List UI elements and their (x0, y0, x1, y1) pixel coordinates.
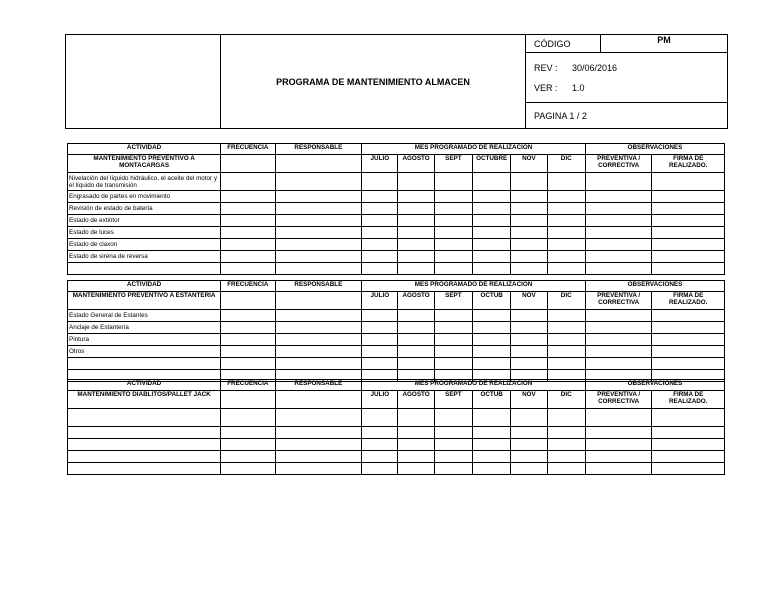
table-cell (652, 263, 725, 275)
month-header: NOV (511, 391, 547, 409)
section-estanteria (67, 280, 725, 382)
table-cell (68, 451, 221, 463)
table-cell (511, 358, 547, 370)
month-header: NOV (511, 292, 547, 310)
table-cell (473, 239, 511, 251)
firma-header: FIRMA DE REALIZADO. (652, 292, 725, 310)
table-cell (221, 215, 275, 227)
table-row (68, 451, 725, 463)
table-cell (221, 346, 275, 358)
table-cell (434, 358, 472, 370)
table-cell (221, 227, 275, 239)
month-header: NOV (511, 155, 547, 173)
activity-label: Estado de luces (68, 227, 221, 239)
firma-header: FIRMA DE REALIZADO. (652, 155, 725, 173)
table-cell (511, 439, 547, 451)
table-cell (652, 215, 725, 227)
table-cell (511, 310, 547, 322)
table-cell (547, 427, 585, 439)
table-cell (585, 310, 651, 322)
table-cell (511, 227, 547, 239)
table-cell (547, 310, 585, 322)
activity-label: Engrasado de partes en movimiento (68, 191, 221, 203)
month-header: AGOSTO (398, 391, 434, 409)
table-cell (362, 251, 398, 263)
table-cell (473, 251, 511, 263)
table-cell (362, 310, 398, 322)
table-cell (585, 239, 651, 251)
activity-label: Estado de extintor (68, 215, 221, 227)
activity-label: Revisión de estado de batería (68, 203, 221, 215)
table-cell (398, 173, 434, 191)
table-cell (547, 239, 585, 251)
responsable-header: RESPONSABLE (275, 281, 362, 292)
table-cell (652, 227, 725, 239)
table-cell (434, 439, 472, 451)
table-cell (585, 191, 651, 203)
table-cell (221, 173, 275, 191)
table-cell (511, 251, 547, 263)
table-cell (434, 409, 472, 427)
table-cell (652, 322, 725, 334)
table-cell (547, 251, 585, 263)
preventiva-header: PREVENTIVA / CORRECTIVA (585, 155, 651, 173)
table-cell (585, 427, 651, 439)
mes-header: MES PROGRAMADO DE REALIZACIÓN (362, 380, 586, 391)
table-cell (398, 263, 434, 275)
table-cell (362, 215, 398, 227)
table-cell (362, 346, 398, 358)
table-cell (221, 409, 275, 427)
month-header: JULIO (362, 155, 398, 173)
table-cell (547, 215, 585, 227)
table-cell (362, 322, 398, 334)
table-row (68, 427, 725, 439)
table-cell (221, 263, 275, 275)
table-row (68, 439, 725, 451)
table-cell (275, 173, 362, 191)
table-cell (221, 358, 275, 370)
activity-label: Nivelación del líquido hidráulico, el aceite del motor y el líquido de transmisión (68, 173, 221, 191)
month-header: AGOSTO (398, 155, 434, 173)
table-cell (434, 263, 472, 275)
table-cell (398, 191, 434, 203)
table-cell (362, 239, 398, 251)
activity-label: Otros (68, 346, 221, 358)
table-cell (362, 409, 398, 427)
table-cell (398, 463, 434, 475)
table-cell (652, 251, 725, 263)
table-cell (473, 463, 511, 475)
section-diablitos (67, 379, 725, 475)
table-cell (511, 215, 547, 227)
table-cell (398, 346, 434, 358)
table-cell (511, 322, 547, 334)
table-cell (547, 173, 585, 191)
table-cell (473, 191, 511, 203)
table-cell (275, 427, 362, 439)
month-header: DIC (547, 155, 585, 173)
table-cell (652, 173, 725, 191)
table-row (68, 215, 725, 227)
activity-label: Estado General de Estantes (68, 310, 221, 322)
month-header: OCTUB (473, 391, 511, 409)
table-cell (362, 203, 398, 215)
table-cell (585, 409, 651, 427)
actividad-header: ACTIVIDAD (68, 380, 221, 391)
frecuencia-header: FRECUENCIA (221, 281, 275, 292)
table-cell (434, 322, 472, 334)
activity-label: Estado de sirena de reversa (68, 251, 221, 263)
table-cell (398, 251, 434, 263)
responsable-header: RESPONSABLE (275, 144, 362, 155)
table-cell (434, 451, 472, 463)
subheader-row (68, 155, 725, 173)
mes-header: MES PROGRAMADO DE REALIZACIÓN (362, 281, 586, 292)
table-cell (434, 463, 472, 475)
table-cell (275, 251, 362, 263)
section-title: MANTENIMIENTO PREVENTIVO A ESTANTERIA (68, 292, 221, 310)
table-cell (585, 451, 651, 463)
table-cell (275, 439, 362, 451)
table-cell (585, 463, 651, 475)
table-cell (434, 239, 472, 251)
table-cell (547, 358, 585, 370)
codigo-value: PM (601, 35, 728, 53)
table-cell (652, 409, 725, 427)
table-cell (473, 334, 511, 346)
table-cell (275, 346, 362, 358)
frecuencia-header: FRECUENCIA (221, 144, 275, 155)
table-cell (511, 191, 547, 203)
activity-label: Estado de claxon (68, 239, 221, 251)
table-cell (585, 334, 651, 346)
table-cell (473, 427, 511, 439)
table-cell (511, 173, 547, 191)
table-cell (547, 439, 585, 451)
table-cell (68, 463, 221, 475)
table-row (68, 263, 725, 275)
table-cell (275, 310, 362, 322)
logo-area (66, 35, 221, 129)
month-header: JULIO (362, 292, 398, 310)
ver-value: 1.0 (572, 82, 585, 93)
table-cell (362, 173, 398, 191)
table-cell (275, 227, 362, 239)
table-cell (473, 346, 511, 358)
table-cell (275, 334, 362, 346)
table-cell (68, 427, 221, 439)
table-row (68, 239, 725, 251)
table-cell (362, 451, 398, 463)
table-cell (398, 451, 434, 463)
table-cell (362, 263, 398, 275)
table-cell (652, 334, 725, 346)
table-cell (275, 263, 362, 275)
rev-value: 30/06/2016 (572, 62, 618, 73)
column-header-row (68, 144, 725, 155)
table-cell (585, 263, 651, 275)
table-cell (652, 239, 725, 251)
table-cell (398, 334, 434, 346)
frecuencia-header: FRECUENCIA (221, 380, 275, 391)
month-header: JULIO (362, 391, 398, 409)
table-cell (398, 239, 434, 251)
document-title: PROGRAMA DE MANTENIMIENTO ALMACEN (221, 35, 526, 129)
ver-label: VER : (534, 82, 558, 93)
table-cell (473, 203, 511, 215)
table-cell (547, 451, 585, 463)
table-cell (585, 227, 651, 239)
table-cell (221, 310, 275, 322)
table-cell (221, 203, 275, 215)
page-indicator: PAGINA 1 / 2 (526, 103, 728, 129)
rev-label: REV : (534, 62, 558, 73)
table-cell (547, 203, 585, 215)
table-cell (221, 427, 275, 439)
table-cell (398, 322, 434, 334)
table-cell (473, 409, 511, 427)
table-cell (275, 409, 362, 427)
document-header (65, 34, 728, 129)
table-cell (398, 203, 434, 215)
table-cell (473, 451, 511, 463)
table-cell (585, 251, 651, 263)
table-cell (221, 191, 275, 203)
table-cell (511, 203, 547, 215)
table-cell (398, 310, 434, 322)
table-cell (434, 427, 472, 439)
table-row (68, 310, 725, 322)
table-cell (275, 322, 362, 334)
table-row (68, 346, 725, 358)
preventiva-header: PREVENTIVA / CORRECTIVA (585, 292, 651, 310)
table-cell (434, 310, 472, 322)
table-cell (652, 310, 725, 322)
table-cell (511, 239, 547, 251)
frecuencia-cell (221, 391, 275, 409)
actividad-header: ACTIVIDAD (68, 281, 221, 292)
table-row (68, 173, 725, 191)
month-header: DIC (547, 292, 585, 310)
table-cell (362, 358, 398, 370)
month-header: AGOSTO (398, 292, 434, 310)
table-cell (362, 227, 398, 239)
table-cell (473, 358, 511, 370)
month-header: OCTUBRE (473, 155, 511, 173)
table-cell (434, 334, 472, 346)
subheader-row (68, 391, 725, 409)
table-cell (511, 409, 547, 427)
table-cell (511, 463, 547, 475)
table-cell (398, 409, 434, 427)
preventiva-header: PREVENTIVA / CORRECTIVA (585, 391, 651, 409)
section-title: MANTENIMIENTO DIABLITOS/PALLET JACK (68, 391, 221, 409)
table-cell (275, 463, 362, 475)
table-cell (68, 439, 221, 451)
table-cell (547, 263, 585, 275)
table-cell (473, 227, 511, 239)
table-row (68, 463, 725, 475)
actividad-header: ACTIVIDAD (68, 144, 221, 155)
section-montacargas (67, 143, 725, 275)
table-cell (221, 239, 275, 251)
table-cell (362, 439, 398, 451)
table-cell (434, 173, 472, 191)
table-cell (434, 227, 472, 239)
table-row (68, 334, 725, 346)
table-cell (652, 358, 725, 370)
table-cell (547, 409, 585, 427)
table-cell (547, 322, 585, 334)
responsable-header: RESPONSABLE (275, 380, 362, 391)
table-cell (221, 439, 275, 451)
table-cell (547, 227, 585, 239)
table-cell (68, 263, 221, 275)
month-header: OCTUB (473, 292, 511, 310)
table-cell (221, 322, 275, 334)
table-cell (652, 463, 725, 475)
table-cell (398, 227, 434, 239)
table-cell (275, 215, 362, 227)
table-cell (275, 358, 362, 370)
responsable-cell (275, 391, 362, 409)
month-header: SEPT (434, 391, 472, 409)
observaciones-header: OBSERVACIONES (585, 380, 724, 391)
table-cell (434, 251, 472, 263)
frecuencia-cell (221, 292, 275, 310)
table-cell (585, 358, 651, 370)
table-cell (398, 215, 434, 227)
table-cell (275, 239, 362, 251)
table-row (68, 251, 725, 263)
table-cell (652, 451, 725, 463)
responsable-cell (275, 155, 362, 173)
activity-label: Pintura (68, 334, 221, 346)
table-cell (362, 427, 398, 439)
mes-header: MES PROGRAMADO DE REALIZACIÓN (362, 144, 586, 155)
table-cell (434, 203, 472, 215)
table-cell (434, 191, 472, 203)
table-cell (585, 439, 651, 451)
frecuencia-cell (221, 155, 275, 173)
table-cell (585, 203, 651, 215)
table-cell (473, 263, 511, 275)
table-cell (434, 346, 472, 358)
table-cell (221, 463, 275, 475)
table-cell (275, 191, 362, 203)
month-header: SEPT (434, 292, 472, 310)
codigo-label: CÓDIGO (526, 35, 601, 53)
revision-block (526, 53, 728, 103)
table-cell (434, 215, 472, 227)
table-cell (362, 191, 398, 203)
table-cell (511, 334, 547, 346)
table-cell (398, 427, 434, 439)
table-cell (68, 358, 221, 370)
table-row (68, 322, 725, 334)
table-cell (398, 439, 434, 451)
table-cell (362, 463, 398, 475)
table-cell (585, 173, 651, 191)
table-cell (473, 322, 511, 334)
observaciones-header: OBSERVACIONES (585, 144, 724, 155)
activity-label: Anclaje de Estantería (68, 322, 221, 334)
table-row (68, 409, 725, 427)
table-cell (652, 439, 725, 451)
table-row (68, 358, 725, 370)
table-cell (511, 451, 547, 463)
table-cell (275, 203, 362, 215)
table-cell (221, 334, 275, 346)
table-cell (652, 203, 725, 215)
month-header: DIC (547, 391, 585, 409)
table-cell (652, 191, 725, 203)
table-cell (362, 334, 398, 346)
table-row (68, 227, 725, 239)
table-cell (473, 439, 511, 451)
responsable-cell (275, 292, 362, 310)
firma-header: FIRMA DE REALIZADO. (652, 391, 725, 409)
table-row (68, 191, 725, 203)
table-cell (68, 409, 221, 427)
table-cell (511, 346, 547, 358)
table-cell (511, 263, 547, 275)
table-row (68, 203, 725, 215)
table-cell (652, 427, 725, 439)
table-cell (473, 173, 511, 191)
table-cell (652, 346, 725, 358)
table-cell (547, 346, 585, 358)
subheader-row (68, 292, 725, 310)
table-cell (473, 310, 511, 322)
section-title: MANTENIMIENTO PREVENTIVO A MONTACARGAS (68, 155, 221, 173)
table-cell (585, 346, 651, 358)
table-cell (585, 215, 651, 227)
column-header-row (68, 380, 725, 391)
table-cell (547, 334, 585, 346)
table-cell (473, 215, 511, 227)
table-cell (547, 191, 585, 203)
column-header-row (68, 281, 725, 292)
observaciones-header: OBSERVACIONES (585, 281, 724, 292)
table-cell (585, 322, 651, 334)
table-cell (511, 427, 547, 439)
table-cell (275, 451, 362, 463)
table-cell (398, 358, 434, 370)
table-cell (547, 463, 585, 475)
month-header: SEPT (434, 155, 472, 173)
table-cell (221, 451, 275, 463)
table-cell (221, 251, 275, 263)
